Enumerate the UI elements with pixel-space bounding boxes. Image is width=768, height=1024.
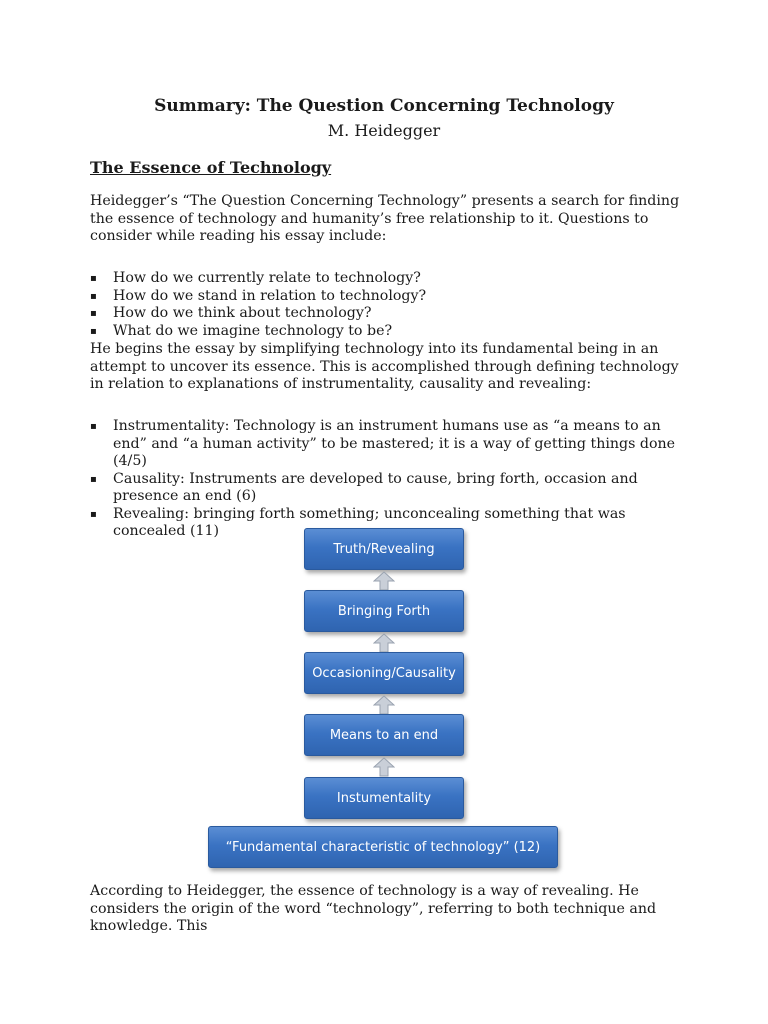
diagram-step-box: Occasioning/Causality bbox=[304, 652, 464, 694]
conclusion-paragraph: According to Heidegger, the essence of technology is a way of revealing. He considers the origin of the word “technology”, referring to both technique and knowledge. This bbox=[90, 883, 657, 934]
diagram-base-box: “Fundamental characteristic of technology” (12) bbox=[208, 826, 558, 868]
bullet-icon: ▪ bbox=[90, 508, 97, 520]
list-item bbox=[90, 270, 688, 288]
document-author: M. Heidegger bbox=[327, 121, 441, 140]
list-item bbox=[90, 471, 688, 506]
method-paragraph: He begins the essay by simplifying technology into its fundamental being in an attempt to uncover its essence. This is accomplished through defining technology in relation to explanations of instrumentality, causality and revealing: bbox=[90, 341, 679, 392]
up-arrow-icon bbox=[373, 633, 395, 653]
list-item-text: How do we think about technology? bbox=[113, 305, 372, 321]
up-arrow-icon bbox=[373, 757, 395, 777]
bullet-icon: ▪ bbox=[90, 325, 97, 337]
intro-paragraph: Heidegger’s “The Question Concerning Technology” presents a search for finding the essence of technology and humanity’s free relationship to it. Questions to consider while reading his essay include: bbox=[90, 193, 680, 244]
list-item bbox=[90, 305, 688, 323]
up-arrow-icon bbox=[373, 695, 395, 715]
list-item bbox=[90, 323, 688, 341]
list-item-text: Revealing: bringing forth something; unconcealing something that was concealed (11) bbox=[113, 505, 626, 539]
bullet-icon: ▪ bbox=[90, 290, 97, 302]
diagram-step-box: Truth/Revealing bbox=[304, 528, 464, 570]
list-item-text: How do we stand in relation to technology? bbox=[113, 287, 427, 304]
bullet-icon: ▪ bbox=[90, 273, 97, 284]
document-title: Summary: The Question Concerning Technology bbox=[154, 96, 614, 116]
bullet-icon: ▪ bbox=[90, 308, 97, 319]
questions-list bbox=[90, 270, 688, 340]
section-heading: The Essence of Technology bbox=[90, 158, 332, 177]
list-item-text: Instrumentality: Technology is an instrument humans use as “a means to an end” and “a human activity” to be mastered; it is a way of getting things done (4/5) bbox=[113, 418, 676, 469]
bullet-icon: ▪ bbox=[90, 473, 97, 485]
list-item-text: How do we currently relate to technology? bbox=[113, 270, 421, 286]
list-item bbox=[90, 418, 688, 471]
up-arrow-icon bbox=[373, 571, 395, 591]
bullet-icon: ▪ bbox=[90, 421, 97, 432]
diagram-step-box: Bringing Forth bbox=[304, 590, 464, 632]
diagram-step-box: Means to an end bbox=[304, 714, 464, 756]
definitions-list bbox=[90, 418, 688, 541]
list-item-text: What do we imagine technology to be? bbox=[113, 322, 393, 339]
list-item bbox=[90, 288, 688, 306]
list-item-text: Causality: Instruments are developed to cause, bring forth, occasion and presence an end (6) bbox=[113, 470, 638, 504]
diagram-step-box: Instumentality bbox=[304, 777, 464, 819]
